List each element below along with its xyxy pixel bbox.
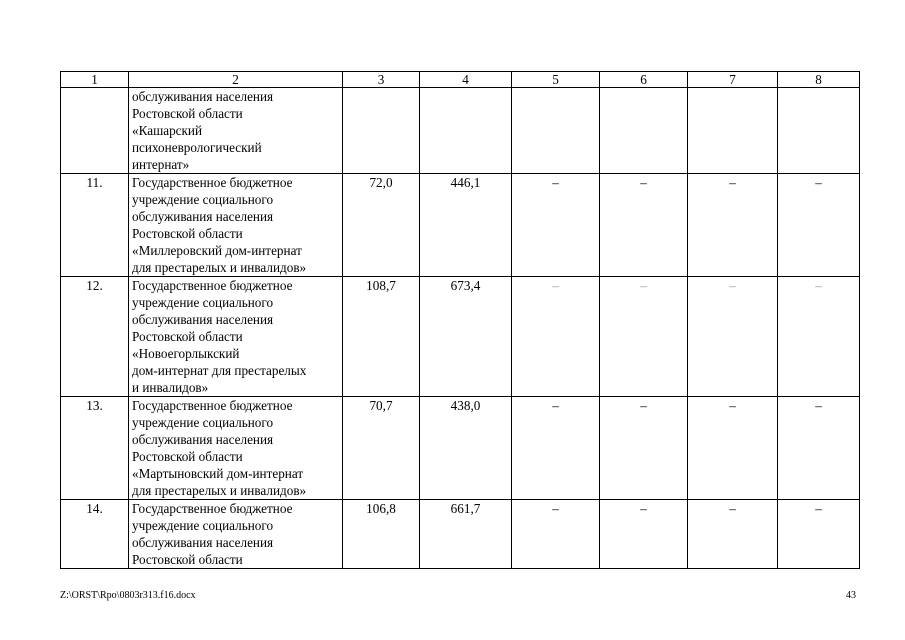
value-cell-7: – <box>688 397 778 500</box>
row-number: 11. <box>61 174 129 277</box>
value-cell-4: 673,4 <box>420 277 512 397</box>
value-cell-5: – <box>512 397 600 500</box>
value-cell-8: – <box>778 500 860 569</box>
name-line: «Мартыновский дом-интернат <box>132 466 304 481</box>
name-line: для престарелых и инвалидов» <box>132 483 307 498</box>
name-line: «Кашарский <box>132 123 203 138</box>
name-line: Ростовской области <box>132 226 243 241</box>
name-line: учреждение социального <box>132 518 274 533</box>
header-cell-8: 8 <box>778 72 860 88</box>
header-cell-1: 1 <box>61 72 129 88</box>
name-line: дом-интернат для престарелых <box>132 363 307 378</box>
value-cell-8: – <box>778 397 860 500</box>
row-number <box>61 88 129 174</box>
name-line: интернат» <box>132 157 190 172</box>
institution-name <box>129 397 343 500</box>
value-cell-6: – <box>600 277 688 397</box>
name-line: обслуживания населения <box>132 535 274 550</box>
institution-name <box>129 88 343 174</box>
value-cell-8: – <box>778 174 860 277</box>
table-row-14 <box>61 500 860 569</box>
name-line: «Миллеровский дом-интернат <box>132 243 302 258</box>
header-cell-5: 5 <box>512 72 600 88</box>
page-number: 43 <box>846 590 856 601</box>
value-cell-5: – <box>512 277 600 397</box>
data-table <box>60 71 860 569</box>
value-cell-6: – <box>600 174 688 277</box>
name-line: и инвалидов» <box>132 380 209 395</box>
value-cell-5: – <box>512 500 600 569</box>
header-cell-7: 7 <box>688 72 778 88</box>
name-line: психоневрологический <box>132 140 262 155</box>
name-line: Государственное бюджетное <box>132 278 293 293</box>
value-cell-3: 106,8 <box>343 500 420 569</box>
name-line: Ростовской области <box>132 329 243 344</box>
name-line: Ростовской области <box>132 552 243 567</box>
value-cell-3 <box>343 88 420 174</box>
header-cell-3: 3 <box>343 72 420 88</box>
institution-name <box>129 277 343 397</box>
name-line: Ростовской области <box>132 106 243 121</box>
name-line: учреждение социального <box>132 415 274 430</box>
name-line: обслуживания населения <box>132 209 274 224</box>
value-cell-3: 72,0 <box>343 174 420 277</box>
value-cell-6: – <box>600 500 688 569</box>
value-cell-3: 108,7 <box>343 277 420 397</box>
name-line: Государственное бюджетное <box>132 398 293 413</box>
name-line: Государственное бюджетное <box>132 175 293 190</box>
value-cell-4 <box>420 88 512 174</box>
name-line: учреждение социального <box>132 295 274 310</box>
header-cell-4: 4 <box>420 72 512 88</box>
row-number: 14. <box>61 500 129 569</box>
table-row-13 <box>61 397 860 500</box>
value-cell-4: 446,1 <box>420 174 512 277</box>
value-cell-7: – <box>688 277 778 397</box>
name-line: Ростовской области <box>132 449 243 464</box>
table-row-continuation <box>61 88 860 174</box>
name-line: «Новоегорлыкский <box>132 346 240 361</box>
table-row-11 <box>61 174 860 277</box>
value-cell-4: 661,7 <box>420 500 512 569</box>
name-line: обслуживания населения <box>132 89 274 104</box>
value-cell-7: – <box>688 500 778 569</box>
header-row <box>61 72 860 88</box>
value-cell-7 <box>688 88 778 174</box>
value-cell-3: 70,7 <box>343 397 420 500</box>
name-line: обслуживания населения <box>132 312 274 327</box>
value-cell-8 <box>778 88 860 174</box>
institution-name <box>129 500 343 569</box>
value-cell-7: – <box>688 174 778 277</box>
footer-file-path: Z:\ORST\Rpo\0803r313.f16.docx <box>60 590 196 601</box>
name-line: Государственное бюджетное <box>132 501 293 516</box>
institution-name <box>129 174 343 277</box>
table-row-12 <box>61 277 860 397</box>
header-cell-6: 6 <box>600 72 688 88</box>
value-cell-6 <box>600 88 688 174</box>
value-cell-4: 438,0 <box>420 397 512 500</box>
name-line: обслуживания населения <box>132 432 274 447</box>
header-cell-2: 2 <box>129 72 343 88</box>
name-line: учреждение социального <box>132 192 274 207</box>
value-cell-6: – <box>600 397 688 500</box>
row-number: 13. <box>61 397 129 500</box>
value-cell-5 <box>512 88 600 174</box>
row-number: 12. <box>61 277 129 397</box>
value-cell-5: – <box>512 174 600 277</box>
name-line: для престарелых и инвалидов» <box>132 260 307 275</box>
value-cell-8: – <box>778 277 860 397</box>
